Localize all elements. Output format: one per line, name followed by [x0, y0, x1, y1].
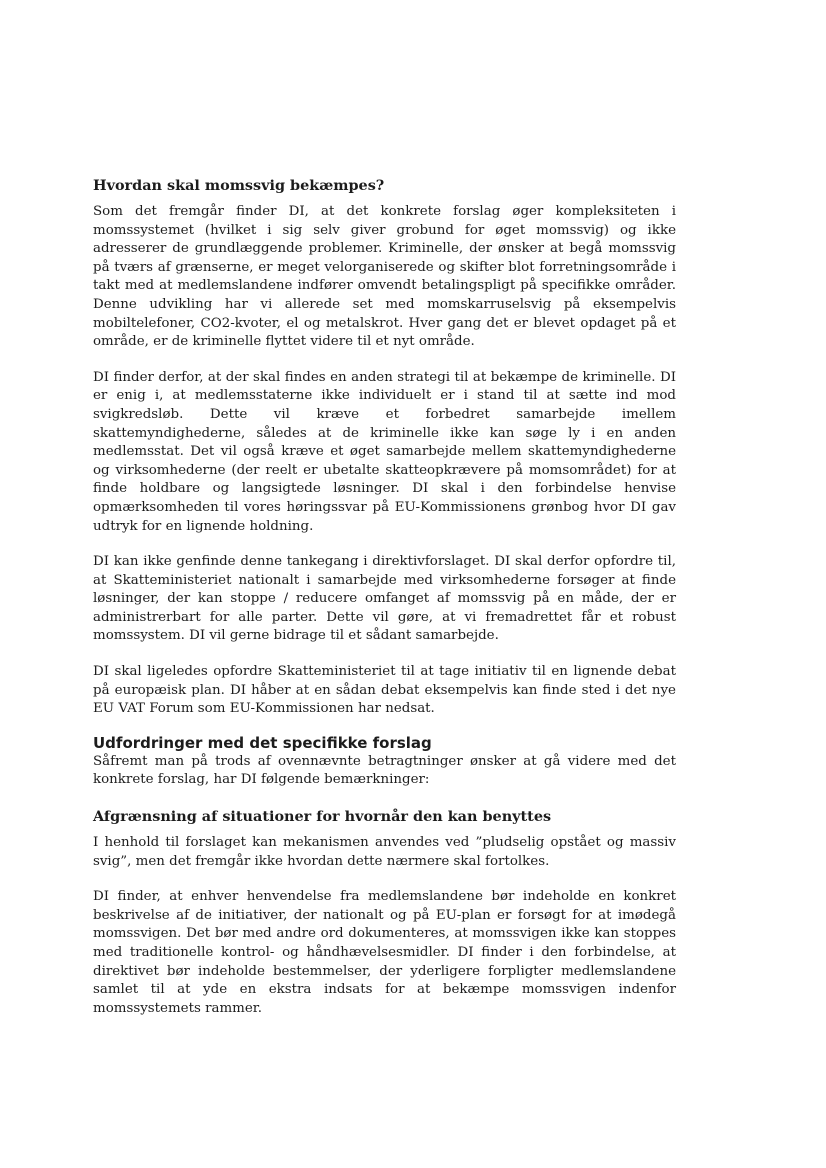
paragraph: Såfremt man på trods af ovennævnte betragtninger ønsker at gå videre med det konkrete forslag, har DI følgende bemærkninger:: [93, 753, 676, 788]
paragraph: DI kan ikke genfinde denne tankegang i direktivforslaget. DI skal derfor opfordre til, at Skatteministeriet nationalt i samarbejde med virksomhederne forsøger at finde løsninger, der kan stoppe / reducere omfanget af momssvig på en måde, der er administrerbart for alle parter. Dette vil gøre, at vi fremadrettet får et robust momssystem. DI vil gerne bidrage til et sådant samarbejde.: [93, 554, 676, 644]
paragraph: Som det fremgår finder DI, at det konkrete forslag øger kompleksiteten i momssystemet (hvilket i sig selv giver grobund for øget momssvig) og ikke adresserer de grundlæggende problemer. Kriminelle, der ønsker at begå momssvig på tværs af grænserne, er meget velorganiserede og skifter blot forretningsområde i takt med at medlemslandene indfører omvendt betalingspligt på specifikke områder. Denne udvikling har vi allerede set med momskarruselsvig på eksempelvis mobiltelefoner, CO2-kvoter, el og metalskrot. Hver gang det er blevet opdaget på et område, er de kriminelle flyttet videre til et nyt område.: [93, 204, 676, 350]
section-heading-momssvig: Hvordan skal momssvig bekæmpes?: [93, 177, 385, 194]
section-heading-udfordringer: Udfordringer med det specifikke forslag: [93, 733, 432, 752]
paragraph: DI finder, at enhver henvendelse fra medlemslandene bør indeholde en konkret beskrivelse af de initiativer, der nationalt og på EU-plan er forsøgt for at imødegå momssvigen. Det bør med andre ord dokumenteres, at momssvigen ikke kan stoppes med traditionelle kontrol- og håndhævelsesmidler. DI finder i den forbindelse, at direktivet bør indeholde bestemmelser, der yderligere forpligter medlemslandene samlet til at yde en ekstra indsats for at bekæmpe momssvigen indenfor momssystemets rammer.: [93, 889, 676, 1016]
paragraph: DI skal ligeledes opfordre Skatteministeriet til at tage initiativ til en lignende debat på europæisk plan. DI håber at en sådan debat eksempelvis kan finde sted i det nye EU VAT Forum som EU-Kommissionen har nedsat.: [93, 664, 676, 717]
document-page: [93, 176, 676, 1018]
paragraph: DI finder derfor, at der skal findes en anden strategi til at bekæmpe de kriminelle. DI er enig i, at medlemsstaterne ikke individuelt er i stand til at sætte ind mod svigkredsløb. Dette vil kræve et forbedret samarbejde imellem skattemyndighederne, således at de kriminelle ikke kan søge ly i en anden medlemsstat. Det vil også kræve et øget samarbejde mellem skattemyndighederne og virksomhederne (der reelt er ubetalte skatteopkrævere på momsområdet) for at finde holdbare og langsigtede løsninger. DI skal i den forbindelse henvise opmærksomheden til vores høringssvar på EU-Kommissionens grønbog hvor DI gav udtryk for en lignende holdning.: [93, 369, 676, 534]
section-heading-afgraensning: Afgrænsning af situationer for hvornår den kan benyttes: [93, 808, 552, 826]
paragraph: I henhold til forslaget kan mekanismen anvendes ved ”pludselig opstået og massiv svig”, men det fremgår ikke hvordan dette nærmere skal fortolkes.: [93, 835, 676, 869]
